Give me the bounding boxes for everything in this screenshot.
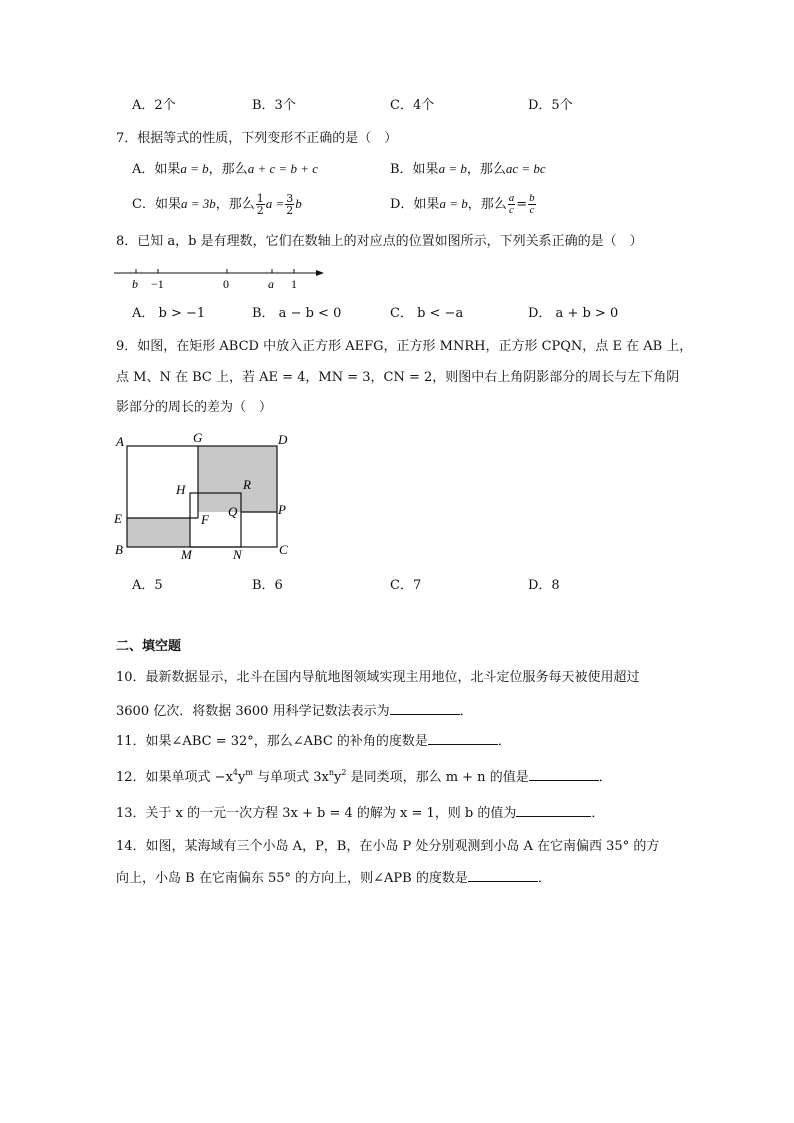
q8-option-a: A． b > −1 <box>132 306 206 321</box>
q14-line-2: 向上，小岛 B 在它南偏东 55° 的方向上，则∠APB 的度数是 ． <box>116 871 551 886</box>
section-title-fill-in: 二、填空题 <box>116 639 182 654</box>
axis-label-b: b <box>132 277 138 291</box>
q8-option-b: B． a − b < 0 <box>252 306 342 321</box>
axis-label-one: 1 <box>291 277 297 291</box>
answer-blank <box>516 815 591 817</box>
axis-arrow <box>316 270 324 276</box>
label-n: N <box>233 547 242 562</box>
axis-label-zero: 0 <box>223 277 229 291</box>
q6-option-a: A．2个 <box>132 98 176 113</box>
label-f: F <box>201 512 209 527</box>
label-e: E <box>114 511 122 526</box>
label-h: H <box>176 482 186 497</box>
q9-option-c: C．7 <box>390 578 422 593</box>
rectangle-squares-figure <box>110 428 300 563</box>
fraction: $\frac{b}{c}$ <box>529 192 535 216</box>
axis-label-minus-one: −1 <box>151 277 164 291</box>
q6-option-d: D．5个 <box>528 98 573 113</box>
upper-right-shaded-region <box>198 446 277 512</box>
label-b: B <box>115 542 123 557</box>
q11: 11．如果∠ABC = 32°，那么∠ABC 的补角的度数是 ． <box>116 734 511 749</box>
label-a: A <box>116 434 124 449</box>
fraction: $\frac{3}{2}$ <box>286 192 294 217</box>
q9-line-2: 点 M、N 在 BC 上，若 AE = 4，MN = 3，CN = 2，则图中右上角阴影部分的周长与左下角阴 <box>116 370 680 385</box>
q7-option-c: C．如果a = 3b，那么 $\frac{1}{2}$ a = $\frac{3}{2}$ b <box>132 192 302 217</box>
q9-option-b: B．6 <box>252 578 283 593</box>
q7-option-a: A．如果a = b，那么a + c = b + c <box>132 161 319 177</box>
q12: 12．如果单项式 $-x^4y^m$ 与单项式 $3x^ny^2$ 是同类项，那么 m + n 的值是 ． <box>116 768 612 785</box>
q10-line-2: 3600 亿次．将数据 3600 用科学记数法表示为 ． <box>116 704 473 719</box>
label-r: R <box>243 477 251 492</box>
q10-line-1: 10．最新数据显示，北斗在国内导航地图领域实现主用地位，北斗定位服务每天被使用超过 <box>116 670 640 685</box>
answer-blank <box>529 779 599 781</box>
number-line-figure <box>110 262 325 292</box>
fraction: $\frac{1}{2}$ <box>256 192 264 217</box>
q14-line-1: 14．如图，某海域有三个小岛 A，P，B，在小岛 P 处分别观测到小岛 A 在它南偏西 35° 的方 <box>116 839 660 854</box>
label-p: P <box>278 502 286 517</box>
q7-stem: 7．根据等式的性质，下列变形不正确的是（ ） <box>116 131 398 146</box>
q9-option-a: A．5 <box>132 578 163 593</box>
q9-line-3: 影部分的周长的差为（ ） <box>116 400 273 415</box>
q7-option-b: B．如果a = b，那么ac = bc <box>390 161 546 177</box>
answer-blank <box>390 713 460 715</box>
axis-label-a: a <box>268 277 274 291</box>
q8-option-c: C． b < −a <box>390 306 464 321</box>
q6-option-c: C．4个 <box>390 98 435 113</box>
q13: 13．关于 x 的一元一次方程 3x + b = 4 的解为 x = 1，则 b 的值为 ． <box>116 806 605 821</box>
fraction: $\frac{a}{c}$ <box>508 192 515 216</box>
label-q: Q <box>228 504 238 519</box>
label-d: D <box>278 432 288 447</box>
q9-option-d: D．8 <box>528 578 560 593</box>
q9-line-1: 9．如图，在矩形 ABCD 中放入正方形 AEFG，正方形 MNRH，正方形 CPQN，点 E 在 AB 上， <box>116 339 693 354</box>
lower-left-shaded-region <box>127 518 190 547</box>
q8-stem: 8．已知 a，b 是有理数，它们在数轴上的对应点的位置如图所示，下列关系正确的是（ ） <box>116 234 643 249</box>
q8-option-d: D． a + b > 0 <box>528 306 619 321</box>
q6-option-b: B．3个 <box>252 98 296 113</box>
q7-option-d: D．如果a = b，那么 $\frac{a}{c}$ = $\frac{b}{c}$ <box>390 192 535 216</box>
answer-blank <box>468 880 538 882</box>
answer-blank <box>428 743 498 745</box>
label-g: G <box>193 430 203 445</box>
label-c: C <box>279 542 288 557</box>
label-m: M <box>181 547 192 562</box>
